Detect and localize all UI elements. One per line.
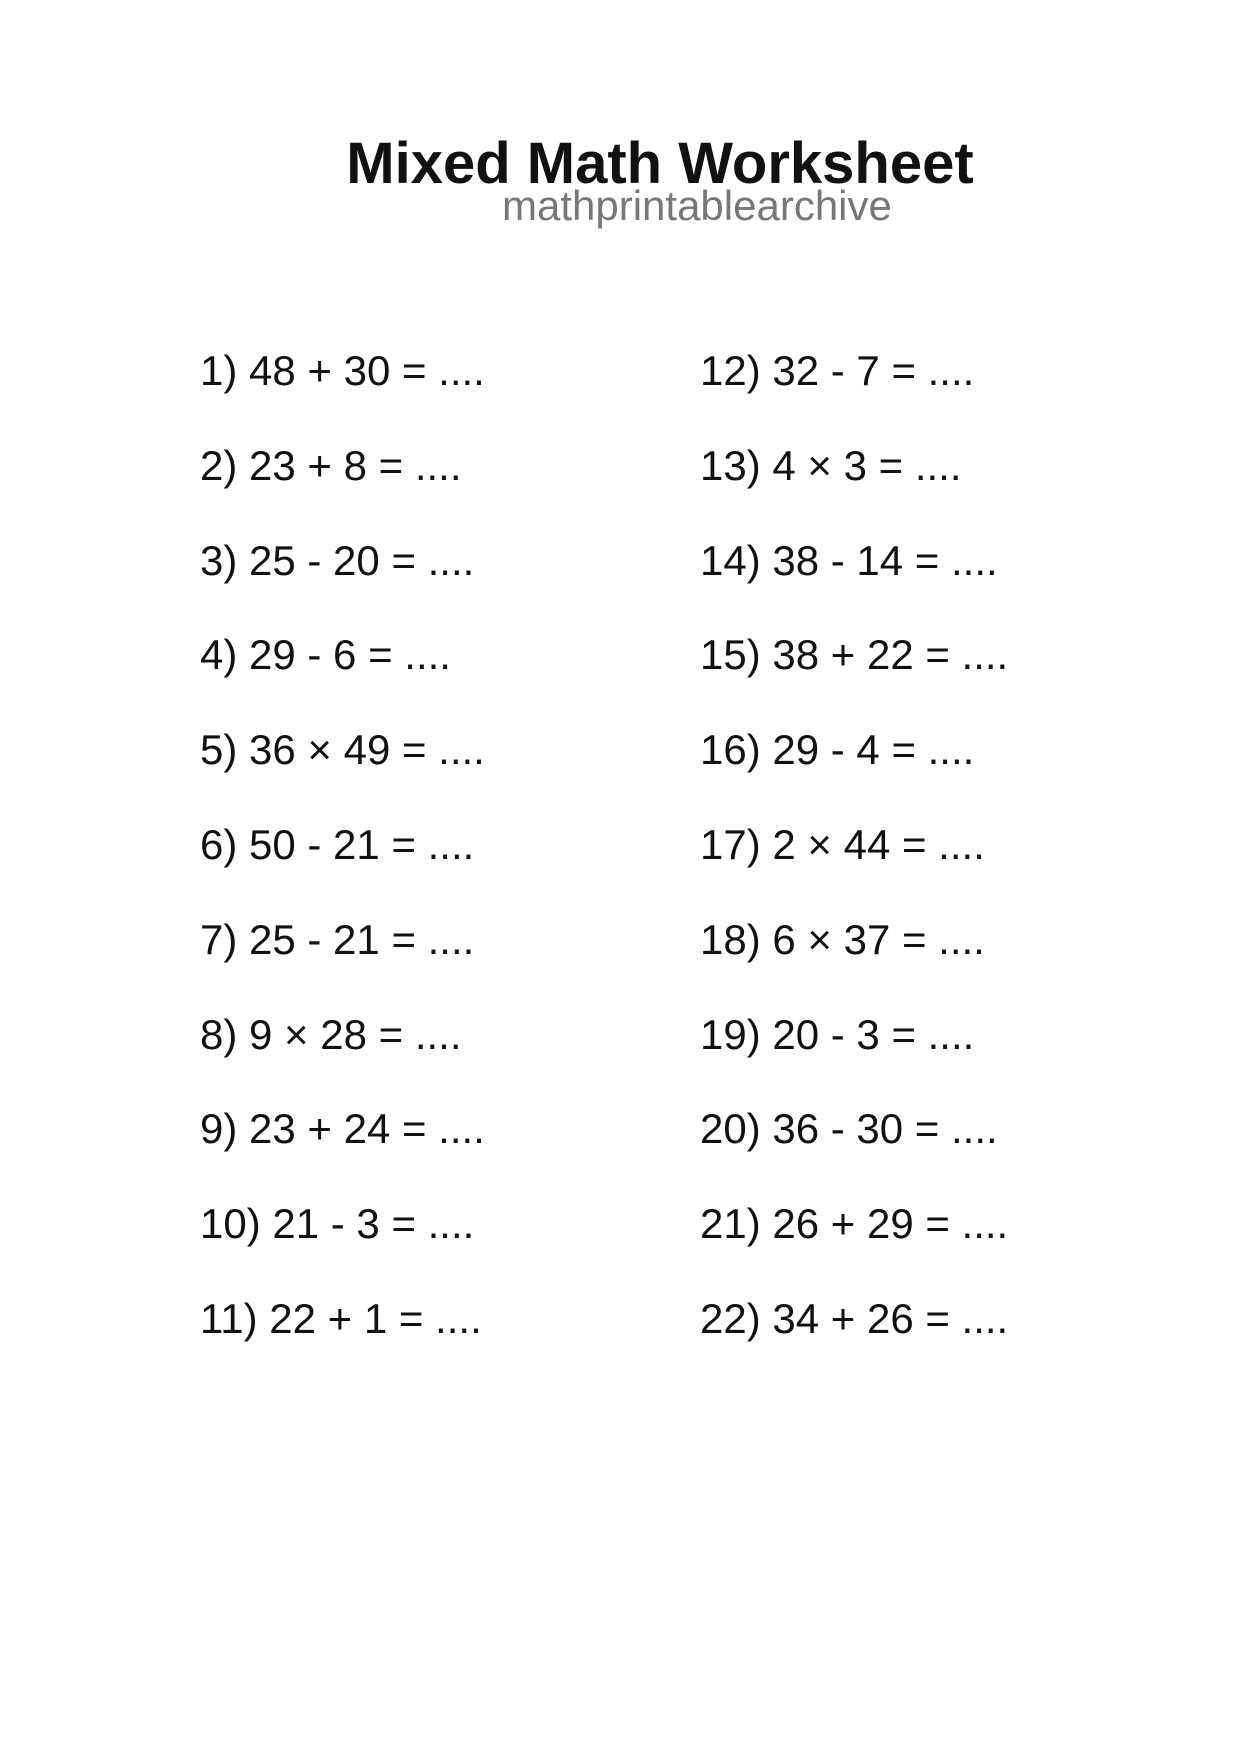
problem-8: 8) 9 × 28 = .... <box>200 1010 462 1058</box>
problem-18: 18) 6 × 37 = .... <box>700 915 985 963</box>
problem-1: 1) 48 + 30 = .... <box>200 347 485 394</box>
problem-20: 20) 36 - 30 = .... <box>700 1105 998 1153</box>
page-title: Mixed Math Worksheet <box>346 130 974 196</box>
problem-10: 10) 21 - 3 = .... <box>200 1200 475 1248</box>
problem-column-right <box>700 347 1009 1393</box>
problem-21: 21) 26 + 29 = .... <box>700 1200 1009 1248</box>
problem-6: 6) 50 - 21 = .... <box>200 820 475 868</box>
problem-14: 14) 38 - 14 = .... <box>700 536 998 584</box>
problem-12: 12) 32 - 7 = .... <box>700 347 975 394</box>
problem-9: 9) 23 + 24 = .... <box>200 1105 485 1153</box>
problem-16: 16) 29 - 4 = .... <box>700 726 975 774</box>
problem-4: 4) 29 - 6 = .... <box>200 631 451 679</box>
problem-17: 17) 2 × 44 = .... <box>700 820 985 868</box>
problem-column-left <box>200 347 485 1393</box>
problem-3: 3) 25 - 20 = .... <box>200 536 475 584</box>
problem-11: 11) 22 + 1 = .... <box>200 1294 482 1342</box>
site-name: mathprintablearchive <box>502 182 892 229</box>
problem-19: 19) 20 - 3 = .... <box>700 1010 975 1058</box>
problem-22: 22) 34 + 26 = .... <box>700 1294 1009 1342</box>
problem-7: 7) 25 - 21 = .... <box>200 915 475 963</box>
problem-15: 15) 38 + 22 = .... <box>700 631 1009 679</box>
problem-13: 13) 4 × 3 = .... <box>700 441 962 489</box>
problem-2: 2) 23 + 8 = .... <box>200 441 462 489</box>
problem-5: 5) 36 × 49 = .... <box>200 726 485 774</box>
